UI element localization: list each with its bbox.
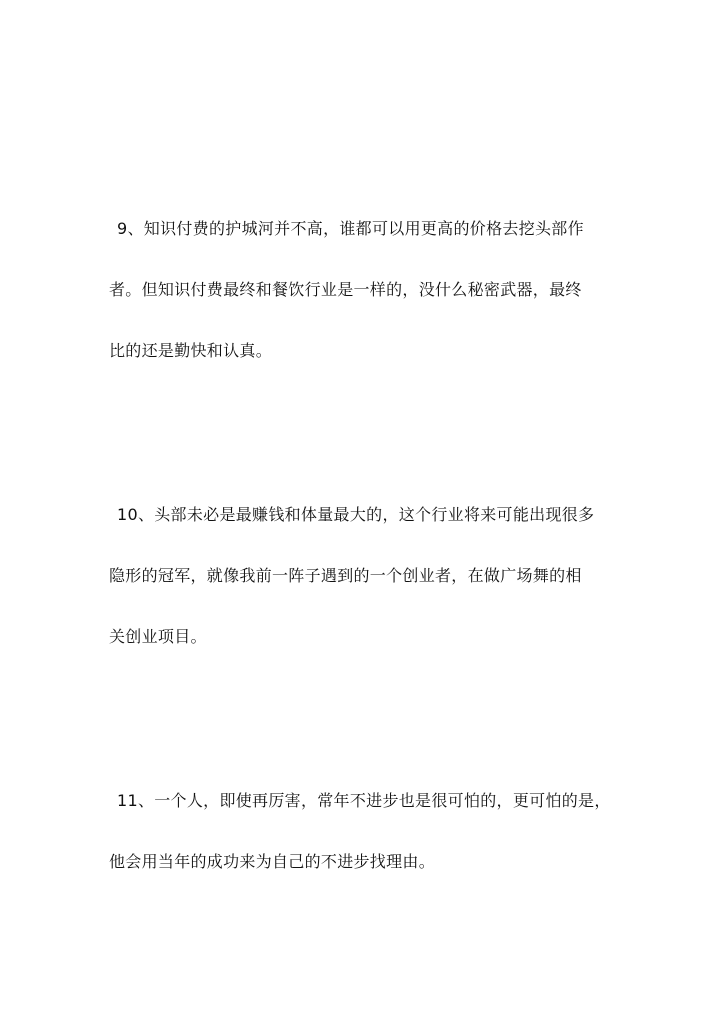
paragraph-line: 关创业项目。 bbox=[109, 627, 207, 646]
paragraph-line: 11、一个人，即使再厉害，常年不进步也是很可怕的，更可怕的是， bbox=[117, 791, 611, 810]
paragraph-line: 比的还是勤快和认真。 bbox=[109, 341, 273, 360]
paragraph-line: 者。但知识付费最终和餐饮行业是一样的，没什么秘密武器，最终 bbox=[109, 280, 582, 299]
paragraph-line: 10、头部未必是最赚钱和体量最大的，这个行业将来可能出现很多 bbox=[117, 505, 595, 524]
paragraph-line: 隐形的冠军，就像我前一阵子遇到的一个创业者，在做广场舞的相 bbox=[109, 566, 582, 585]
paragraph-11 bbox=[109, 791, 629, 872]
paragraph-10 bbox=[109, 505, 629, 647]
paragraph-line: 9、知识付费的护城河并不高，谁都可以用更高的价格去挖头部作 bbox=[117, 219, 584, 238]
paragraph-9 bbox=[109, 219, 629, 361]
paragraph-line: 他会用当年的成功来为自己的不进步找理由。 bbox=[109, 852, 436, 871]
